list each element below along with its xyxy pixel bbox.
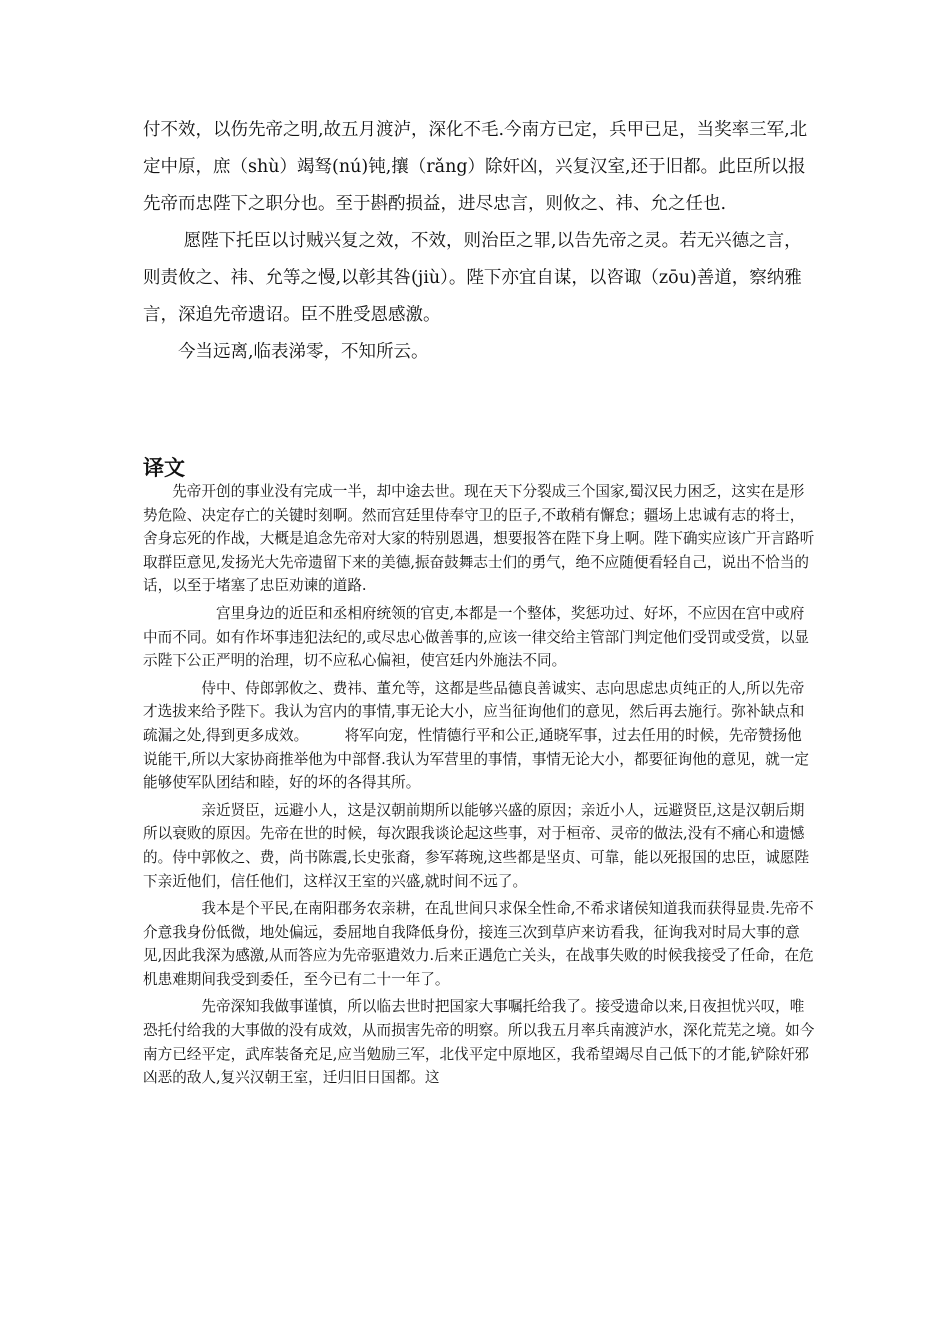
- translation-paragraph: 先帝深知我做事谨慎，所以临去世时把国家大事嘱托给我了。接受遗命以来,日夜担忧兴叹，唯恐托付给我的大事做的没有成效，从而损害先帝的明察。所以我五月率兵南渡泸水，深化荒芜之境。如今南方已经平定，武库装备充足,应当勉励三军，北伐平定中原地区，我希望竭尽自己低下的才能,铲除奸邪凶恶的敌人,复兴汉朝王室，迁归旧日国都。这: [143, 998, 815, 1087]
- translation-paragraph: 先帝开创的事业没有完成一半，却中途去世。现在天下分裂成三个国家,蜀汉民力困乏，这实在是形势危险、决定存亡的关键时刻啊。然而宫廷里侍奉守卫的臣子,不敢稍有懈怠；疆场上忠诚有志的将士，舍身忘死的作战，大概是追念先帝对大家的特别恩遇，想要报答在陛下身上啊。陛下确实应该广开言路听取群臣意见,发扬光大先帝遗留下来的美德,振奋鼓舞志士们的勇气，绝不应随便看轻自己，说出不恰当的话，以至于堵塞了忠臣劝谏的道路.: [143, 483, 815, 595]
- original-paragraph: 愿陛下托臣以讨贼兴复之效，不效，则治臣之罪,以告先帝之灵。若无兴德之言，则责攸之、祎、允等之慢,以彰其咎(jiù）。陛下亦宜自谋，以咨诹（zōu)善道，察纳雅言，深追先帝遗诏。臣不胜受恩感激。: [143, 231, 802, 325]
- translation-paragraph: 亲近贤臣，远避小人，这是汉朝前期所以能够兴盛的原因；亲近小人，远避贤臣,这是汉朝后期所以衰败的原因。先帝在世的时候，每次跟我谈论起这些事，对于桓帝、灵帝的做法,没有不痛心和遗憾的。侍中郭攸之、费，尚书陈震,长史张裔，参军蒋琬,这些都是坚贞、可靠，能以死报国的忠臣，诚愿陛下亲近他们，信任他们，这样汉王室的兴盛,就时间不远了。: [143, 801, 810, 890]
- translation-heading: 译文: [143, 456, 185, 480]
- translation-paragraph: 侍中、侍郎郭攸之、费祎、董允等，这都是些品德良善诚实、志向思虑忠贞纯正的人,所以先帝才选拔来给予陛下。我认为宫内的事情,事无论大小，应当征询他们的意见，然后再去施行。弥补缺点和疏漏之处,得到更多成效。 将军向宠，性情德行平和公正,通晓军事，过去任用的时候，先帝赞扬他说能干,所以大家协商推举他为中部督.我认为军营里的事情，事情无论大小，都要征询他的意见，就一定能够使军队团结和睦，好的坏的各得其所。: [143, 679, 810, 792]
- original-paragraph: 付不效，以伤先帝之明,故五月渡泸，深化不毛.今南方已定，兵甲已足，当奖率三军,北定中原，庶（shù）竭驽(nú)钝,攘（rǎng）除奸凶，兴复汉室,还于旧都。此臣所以报先帝而忠陛下之职分也。至于斟酌损益，进尽忠言，则攸之、祎、允之任也.: [143, 120, 808, 214]
- original-text-section: [143, 112, 813, 371]
- translation-paragraph: 我本是个平民,在南阳郡务农亲耕，在乱世间只求保全性命,不希求诸侯知道我而获得显贵.先帝不介意我身份低微，地处偏远，委屈地自我降低身份，接连三次到草庐来访看我，征询我对时局大事的意见,因此我深为感激,从而答应为先帝驱遣效力.后来正遇危亡关头，在战事失败的时候我接受了任命，在危机患难期间我受到委任，至今已有二十一年了。: [143, 900, 814, 988]
- translation-paragraph: 宫里身边的近臣和丞相府统领的官吏,本都是一个整体，奖惩功过、好坏，不应因在宫中或府中而不同。如有作坏事违犯法纪的,或尽忠心做善事的,应该一律交给主管部门判定他们受罚或受赏，以显示陛下公正严明的治理，切不应私心偏袒，使宫廷内外施法不同。: [143, 604, 810, 670]
- original-paragraph: 今当远离,临表涕零，不知所云。: [143, 342, 429, 362]
- translation-section: [143, 480, 815, 1094]
